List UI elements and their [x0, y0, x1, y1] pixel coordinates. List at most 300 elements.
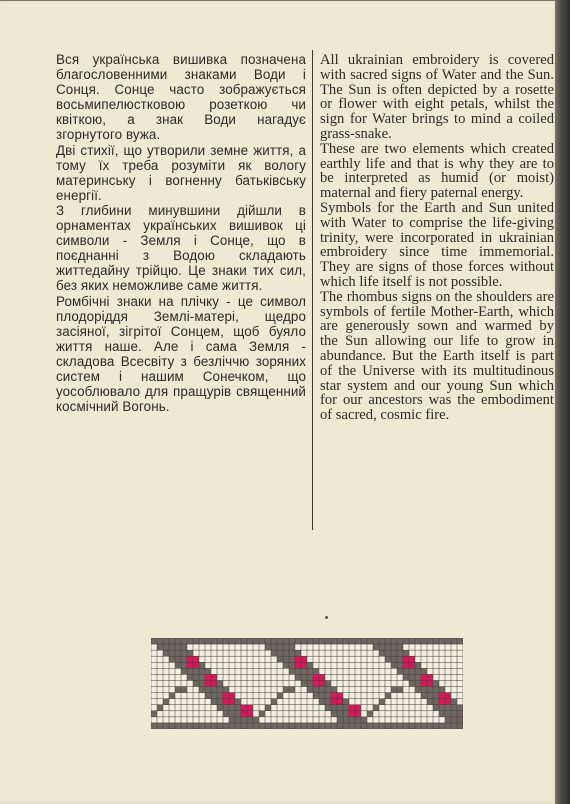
stitch-dark — [163, 638, 169, 644]
stitch-red — [445, 693, 451, 699]
stitch-dark — [361, 717, 367, 723]
stitch-red — [319, 680, 325, 686]
stitch-dark — [403, 638, 409, 644]
stitch-dark — [277, 650, 283, 656]
stitch-dark — [205, 638, 211, 644]
stitch-dark — [223, 711, 229, 717]
stitch-dark — [337, 705, 343, 711]
stitch-dark — [211, 687, 217, 693]
stitch-dark — [211, 638, 217, 644]
page-mark-dot — [325, 616, 328, 619]
stitch-dark — [325, 638, 331, 644]
stitch-dark — [319, 723, 325, 729]
stitch-dark — [271, 638, 277, 644]
stitch-dark — [313, 693, 319, 699]
stitch-dark — [397, 650, 403, 656]
stitch-dark — [199, 687, 205, 693]
stitch-dark — [439, 705, 445, 711]
stitch-dark — [319, 699, 325, 705]
stitch-red — [313, 674, 319, 680]
stitch-dark — [205, 723, 211, 729]
stitch-dark — [397, 668, 403, 674]
stitch-dark — [205, 668, 211, 674]
stitch-dark — [415, 662, 421, 668]
stitch-dark — [391, 723, 397, 729]
english-paragraph: The rhombus signs on the shoulders are symbols of fertile Mother-Earth, which are generously sown and warmed by the Sun allowing our life to grow in abundance. But the Earth itself is part of the Universe with its multitudinous star system and our young Sun which for our ancestors was the embodiment of sacred, cosmic fire. — [320, 288, 554, 424]
stitch-dark — [433, 723, 439, 729]
stitch-dark — [289, 656, 295, 662]
stitch-dark — [271, 650, 277, 656]
stitch-dark — [457, 705, 463, 711]
stitch-dark — [331, 711, 337, 717]
stitch-red — [193, 656, 199, 662]
stitch-dark — [217, 705, 223, 711]
stitch-dark — [343, 699, 349, 705]
stitch-dark — [175, 644, 181, 650]
stitch-dark — [277, 693, 283, 699]
stitch-dark — [379, 723, 385, 729]
stitch-dark — [385, 656, 391, 662]
stitch-dark — [229, 705, 235, 711]
stitch-dark — [193, 638, 199, 644]
stitch-dark — [415, 674, 421, 680]
stitch-dark — [325, 723, 331, 729]
stitch-dark — [157, 638, 163, 644]
stitch-red — [187, 656, 193, 662]
stitch-dark — [325, 699, 331, 705]
stitch-dark — [259, 638, 265, 644]
stitch-dark — [343, 638, 349, 644]
stitch-dark — [379, 644, 385, 650]
stitch-dark — [229, 717, 235, 723]
stitch-dark — [181, 662, 187, 668]
stitch-red — [187, 662, 193, 668]
stitch-dark — [385, 723, 391, 729]
stitch-dark — [397, 638, 403, 644]
stitch-dark — [289, 650, 295, 656]
stitch-dark — [169, 723, 175, 729]
stitch-dark — [175, 687, 181, 693]
stitch-dark — [325, 687, 331, 693]
stitch-red — [349, 705, 355, 711]
stitch-dark — [247, 638, 253, 644]
stitch-dark — [403, 723, 409, 729]
stitch-red — [319, 674, 325, 680]
stitch-dark — [187, 723, 193, 729]
stitch-red — [355, 711, 361, 717]
ukrainian-paragraph: З глибини минувшини дійшли в орнаментах українських вишивок ці символи - Земля і Сонце, що в поєднанні з Водою складають життедайну трійцю. Це знаки тих сил, без яких неможливе саме життя. — [56, 202, 306, 294]
stitch-dark — [295, 638, 301, 644]
stitch-dark — [265, 723, 271, 729]
stitch-dark — [235, 723, 241, 729]
stitch-dark — [385, 644, 391, 650]
stitch-dark — [457, 711, 463, 717]
stitch-dark — [379, 638, 385, 644]
stitch-dark — [277, 644, 283, 650]
stitch-dark — [187, 638, 193, 644]
stitch-dark — [307, 687, 313, 693]
stitch-red — [427, 674, 433, 680]
stitch-dark — [313, 723, 319, 729]
stitch-dark — [271, 644, 277, 650]
stitch-dark — [427, 687, 433, 693]
stitch-dark — [433, 687, 439, 693]
stitch-red — [223, 699, 229, 705]
stitch-dark — [265, 638, 271, 644]
stitch-dark — [439, 687, 445, 693]
stitch-dark — [319, 638, 325, 644]
stitch-dark — [415, 723, 421, 729]
stitch-dark — [457, 723, 463, 729]
stitch-dark — [163, 723, 169, 729]
stitch-dark — [409, 638, 415, 644]
stitch-dark — [325, 705, 331, 711]
stitch-dark — [169, 644, 175, 650]
stitch-dark — [289, 723, 295, 729]
stitch-dark — [301, 638, 307, 644]
stitch-dark — [295, 674, 301, 680]
stitch-red — [223, 693, 229, 699]
stitch-dark — [337, 638, 343, 644]
stitch-dark — [331, 687, 337, 693]
stitch-dark — [355, 717, 361, 723]
stitch-dark — [427, 723, 433, 729]
stitch-dark — [283, 662, 289, 668]
stitch-dark — [373, 705, 379, 711]
stitch-dark — [205, 693, 211, 699]
stitch-dark — [391, 662, 397, 668]
stitch-dark — [163, 650, 169, 656]
stitch-dark — [331, 705, 337, 711]
stitch-red — [229, 699, 235, 705]
stitch-dark — [439, 723, 445, 729]
stitch-dark — [385, 638, 391, 644]
stitch-red — [331, 699, 337, 705]
stitch-dark — [337, 717, 343, 723]
stitch-dark — [265, 644, 271, 650]
stitch-dark — [235, 699, 241, 705]
stitch-dark — [403, 674, 409, 680]
stitch-dark — [181, 656, 187, 662]
stitch-dark — [343, 717, 349, 723]
stitch-dark — [163, 699, 169, 705]
stitch-dark — [391, 644, 397, 650]
stitch-dark — [175, 650, 181, 656]
stitch-dark — [421, 638, 427, 644]
stitch-red — [355, 705, 361, 711]
stitch-dark — [349, 723, 355, 729]
stitch-dark — [361, 638, 367, 644]
stitch-dark — [217, 699, 223, 705]
stitch-dark — [175, 656, 181, 662]
stitch-red — [427, 680, 433, 686]
stitch-dark — [223, 687, 229, 693]
stitch-dark — [283, 644, 289, 650]
stitch-dark — [445, 723, 451, 729]
stitch-dark — [205, 687, 211, 693]
stitch-red — [205, 674, 211, 680]
stitch-dark — [241, 723, 247, 729]
stitch-red — [421, 680, 427, 686]
stitch-dark — [337, 723, 343, 729]
stitch-dark — [403, 668, 409, 674]
stitch-dark — [169, 693, 175, 699]
ukrainian-text-column — [56, 52, 306, 414]
stitch-dark — [379, 699, 385, 705]
stitch-dark — [301, 680, 307, 686]
stitch-dark — [157, 705, 163, 711]
stitch-dark — [289, 644, 295, 650]
stitch-dark — [313, 668, 319, 674]
stitch-dark — [433, 638, 439, 644]
stitch-dark — [235, 711, 241, 717]
stitch-dark — [193, 674, 199, 680]
stitch-dark — [199, 662, 205, 668]
stitch-red — [313, 680, 319, 686]
stitch-red — [241, 705, 247, 711]
stitch-dark — [181, 687, 187, 693]
stitch-dark — [307, 723, 313, 729]
stitch-dark — [457, 638, 463, 644]
stitch-dark — [337, 711, 343, 717]
stitch-dark — [163, 644, 169, 650]
stitch-dark — [277, 656, 283, 662]
stitch-dark — [415, 687, 421, 693]
stitch-dark — [175, 723, 181, 729]
stitch-red — [331, 693, 337, 699]
stitch-dark — [307, 638, 313, 644]
stitch-dark — [427, 693, 433, 699]
stitch-dark — [445, 638, 451, 644]
stitch-red — [337, 693, 343, 699]
stitch-dark — [289, 638, 295, 644]
stitch-dark — [229, 638, 235, 644]
stitch-dark — [217, 680, 223, 686]
stitch-dark — [391, 650, 397, 656]
stitch-dark — [373, 638, 379, 644]
stitch-dark — [409, 723, 415, 729]
embroidery-pattern-icon — [151, 638, 463, 729]
stitch-red — [301, 656, 307, 662]
stitch-dark — [229, 711, 235, 717]
stitch-dark — [295, 650, 301, 656]
stitch-dark — [331, 638, 337, 644]
stitch-dark — [283, 638, 289, 644]
stitch-dark — [397, 723, 403, 729]
stitch-dark — [253, 723, 259, 729]
stitch-dark — [421, 693, 427, 699]
stitch-dark — [199, 680, 205, 686]
stitch-dark — [259, 723, 265, 729]
stitch-dark — [181, 644, 187, 650]
stitch-dark — [283, 687, 289, 693]
stitch-red — [211, 680, 217, 686]
stitch-red — [247, 711, 253, 717]
stitch-dark — [433, 693, 439, 699]
stitch-dark — [361, 723, 367, 729]
stitch-dark — [397, 687, 403, 693]
stitch-dark — [439, 711, 445, 717]
stitch-dark — [427, 638, 433, 644]
stitch-dark — [217, 723, 223, 729]
stitch-dark — [241, 638, 247, 644]
stitch-dark — [295, 723, 301, 729]
stitch-red — [295, 662, 301, 668]
stitch-dark — [349, 638, 355, 644]
stitch-dark — [415, 638, 421, 644]
stitch-dark — [403, 650, 409, 656]
stitch-dark — [247, 717, 253, 723]
english-paragraph: Symbols for the Earth and Sun united with Water to comprise the life-giving trinity, were incorporated in ukrainian embroidery since time immemorial. They are signs of those forces without which life itself is not possible. — [320, 199, 554, 290]
stitch-dark — [415, 668, 421, 674]
stitch-dark — [445, 717, 451, 723]
stitch-dark — [445, 711, 451, 717]
stitch-red — [301, 662, 307, 668]
stitch-dark — [331, 723, 337, 729]
stitch-red — [349, 711, 355, 717]
stitch-dark — [295, 668, 301, 674]
stitch-dark — [271, 723, 277, 729]
stitch-dark — [157, 644, 163, 650]
stitch-dark — [325, 693, 331, 699]
stitch-dark — [151, 638, 157, 644]
stitch-red — [445, 699, 451, 705]
stitch-dark — [199, 674, 205, 680]
stitch-red — [337, 699, 343, 705]
stitch-dark — [223, 638, 229, 644]
stitch-dark — [301, 668, 307, 674]
stitch-dark — [343, 711, 349, 717]
stitch-red — [409, 656, 415, 662]
stitch-red — [409, 662, 415, 668]
stitch-dark — [409, 668, 415, 674]
stitch-dark — [235, 717, 241, 723]
stitch-dark — [157, 723, 163, 729]
stitch-dark — [367, 723, 373, 729]
stitch-dark — [301, 723, 307, 729]
stitch-dark — [397, 656, 403, 662]
english-paragraph: These are two elements which created earthly life and that is why they are to be interpreted as humid (or moist) maternal and fiery paternal energy. — [320, 140, 554, 202]
stitch-dark — [385, 650, 391, 656]
stitch-dark — [283, 656, 289, 662]
stitch-red — [421, 674, 427, 680]
stitch-dark — [451, 717, 457, 723]
stitch-dark — [241, 717, 247, 723]
stitch-dark — [451, 638, 457, 644]
stitch-dark — [271, 699, 277, 705]
stitch-red — [403, 662, 409, 668]
stitch-dark — [289, 662, 295, 668]
stitch-dark — [301, 674, 307, 680]
stitch-dark — [181, 668, 187, 674]
stitch-dark — [217, 638, 223, 644]
stitch-dark — [457, 717, 463, 723]
top-edge-line — [0, 0, 558, 1]
stitch-dark — [307, 674, 313, 680]
stitch-dark — [151, 711, 157, 717]
stitch-dark — [367, 638, 373, 644]
stitch-dark — [391, 638, 397, 644]
stitch-dark — [193, 723, 199, 729]
stitch-dark — [277, 723, 283, 729]
column-divider — [312, 50, 313, 530]
stitch-dark — [343, 723, 349, 729]
stitch-dark — [265, 705, 271, 711]
stitch-dark — [373, 723, 379, 729]
stitch-dark — [355, 638, 361, 644]
stitch-dark — [367, 711, 373, 717]
stitch-dark — [175, 638, 181, 644]
stitch-dark — [427, 699, 433, 705]
stitch-dark — [343, 705, 349, 711]
stitch-dark — [187, 674, 193, 680]
stitch-dark — [391, 687, 397, 693]
stitch-dark — [199, 668, 205, 674]
stitch-dark — [193, 668, 199, 674]
stitch-dark — [319, 693, 325, 699]
stitch-dark — [193, 680, 199, 686]
stitch-dark — [307, 668, 313, 674]
stitch-dark — [169, 638, 175, 644]
stitch-dark — [211, 723, 217, 729]
stitch-dark — [187, 650, 193, 656]
stitch-dark — [451, 711, 457, 717]
stitch-dark — [313, 638, 319, 644]
stitch-dark — [175, 662, 181, 668]
english-text-column — [320, 53, 554, 423]
stitch-red — [205, 680, 211, 686]
stitch-dark — [397, 644, 403, 650]
stitch-dark — [433, 680, 439, 686]
stitch-red — [229, 693, 235, 699]
stitch-red — [247, 705, 253, 711]
stitch-dark — [397, 662, 403, 668]
stitch-dark — [385, 693, 391, 699]
ukrainian-paragraph: Дві стихії, що утворили земне життя, а тому їх треба розуміти як вологу материнську і вогненну батьківську енергії. — [56, 142, 306, 203]
stitch-dark — [319, 687, 325, 693]
stitch-dark — [211, 699, 217, 705]
stitch-dark — [313, 687, 319, 693]
stitch-dark — [181, 723, 187, 729]
stitch-dark — [235, 705, 241, 711]
stitch-dark — [421, 668, 427, 674]
stitch-dark — [277, 638, 283, 644]
stitch-dark — [229, 723, 235, 729]
stitch-dark — [421, 723, 427, 729]
stitch-dark — [283, 723, 289, 729]
stitch-dark — [415, 680, 421, 686]
stitch-dark — [289, 687, 295, 693]
stitch-dark — [253, 717, 259, 723]
ukrainian-paragraph: Ромбічні знаки на плічку - це символ плодоріддя Землі-матері, щедро засіяної, зігрітої Сонцем, щоб буяло життя наше. Але і сама Земля - складова Всесвіту з безліччю зоряних систем і нашим Сонечком, що уособлювало для пращурів священний космічний Вогонь. — [56, 293, 306, 415]
stitch-red — [193, 662, 199, 668]
stitch-dark — [289, 668, 295, 674]
stitch-dark — [439, 638, 445, 644]
stitch-dark — [199, 638, 205, 644]
stitch-dark — [373, 644, 379, 650]
stitch-dark — [223, 705, 229, 711]
stitch-dark — [169, 656, 175, 662]
stitch-dark — [181, 638, 187, 644]
stitch-red — [211, 674, 217, 680]
stitch-dark — [451, 705, 457, 711]
stitch-red — [439, 699, 445, 705]
stitch-red — [241, 711, 247, 717]
stitch-dark — [355, 723, 361, 729]
stitch-dark — [451, 723, 457, 729]
stitch-dark — [211, 693, 217, 699]
stitch-dark — [433, 699, 439, 705]
